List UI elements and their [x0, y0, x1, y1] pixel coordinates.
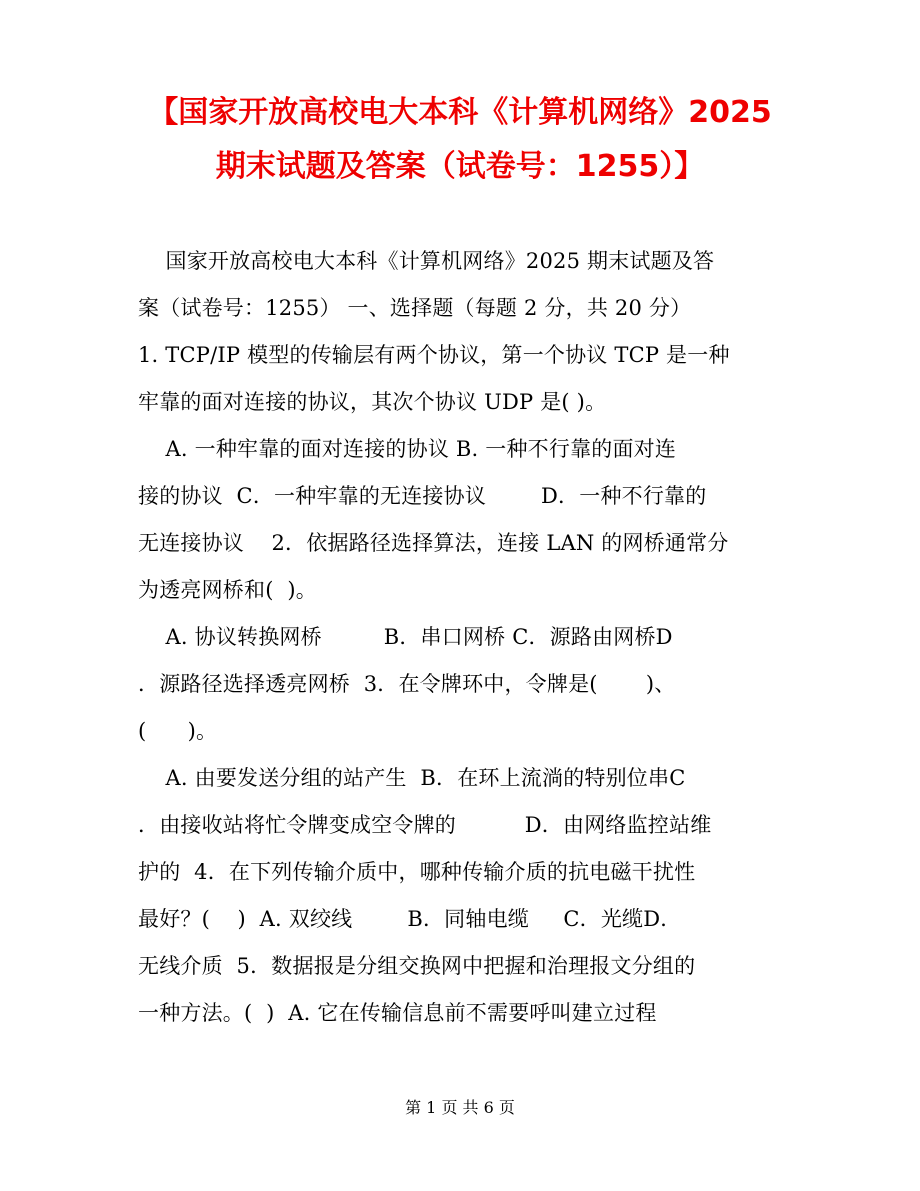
body-line: 最好？( ) A. 双绞线 B．同轴电缆 C．光缆D． — [138, 907, 682, 931]
page-number-label: 第 1 页 共 6 页 — [405, 1098, 515, 1117]
body-line: 无连接协议 2．依据路径选择算法，连接 LAN 的网桥通常分 — [138, 531, 729, 555]
title-line-1: 【国家开放高校电大本科《计算机网络》2025 — [148, 95, 772, 130]
body-line: A. 一种牢靠的面对连接的协议 B. 一种不行靠的面对连 — [138, 437, 677, 461]
body-line: ．由接收站将忙令牌变成空令牌的 D．由网络监控站维 — [138, 813, 712, 837]
page-title — [110, 86, 810, 194]
body-line: 接的协议 C．一种牢靠的无连接协议 D．一种不行靠的 — [138, 484, 707, 508]
body-line: 牢靠的面对连接的协议，其次个协议 UDP 是( )。 — [138, 390, 607, 414]
body-line: ( )。 — [138, 719, 218, 743]
body-line: 护的 4．在下列传输介质中，哪种传输介质的抗电磁干扰性 — [138, 860, 696, 884]
document-body — [138, 238, 788, 1037]
body-line: 国家开放高校电大本科《计算机网络》2025 期末试题及答 — [138, 249, 715, 273]
body-line: ．源路径选择透亮网桥 3．在令牌环中，令牌是( )、 — [138, 672, 676, 696]
page-footer — [0, 1098, 920, 1118]
body-line: 一种方法。( ) A. 它在传输信息前不需要呼叫建立过程 — [138, 1001, 657, 1025]
body-line: 无线介质 5．数据报是分组交换网中把握和治理报文分组的 — [138, 954, 696, 978]
title-line-2: 期末试题及答案（试卷号：1255）】 — [215, 149, 705, 184]
body-line: A. 协议转换网桥 B．串口网桥 C．源路由网桥D — [138, 625, 673, 649]
body-line: 1. TCP/IP 模型的传输层有两个协议，第一个协议 TCP 是一种 — [138, 343, 730, 367]
body-line: 案（试卷号：1255） 一、选择题（每题 2 分，共 20 分） — [138, 296, 692, 320]
body-line: A. 由要发送分组的站产生 B．在环上流淌的特别位串C — [138, 766, 686, 790]
body-line: 为透亮网桥和( )。 — [138, 578, 317, 602]
